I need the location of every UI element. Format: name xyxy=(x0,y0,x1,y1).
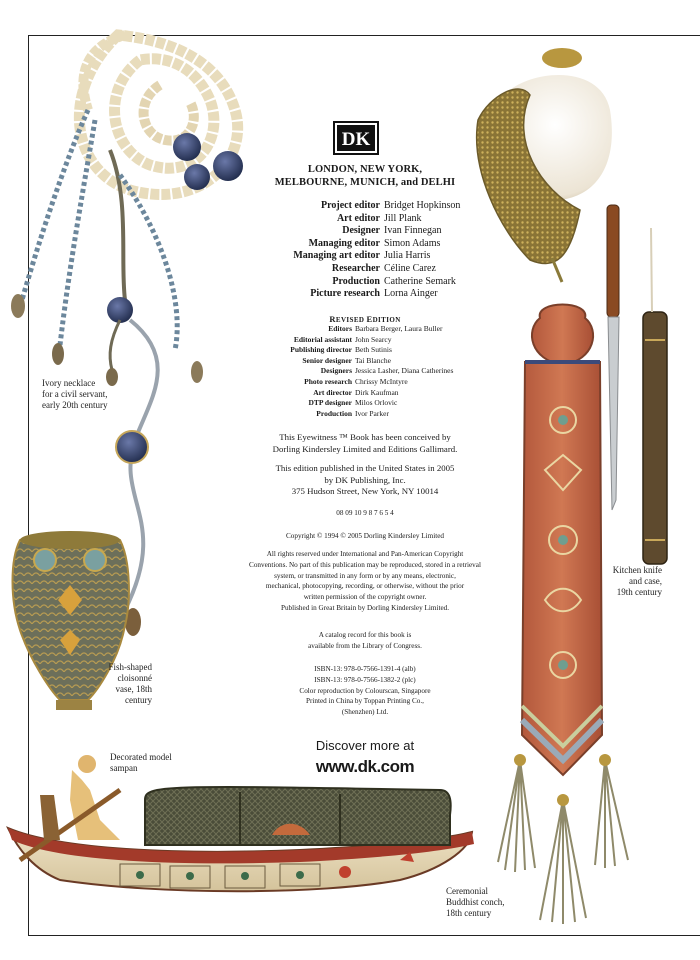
rights-paragraph xyxy=(220,549,510,614)
caption-line: Kitchen knife xyxy=(612,565,662,575)
credit-name: Dirk Kaufman xyxy=(355,387,399,397)
dk-logo xyxy=(333,121,379,155)
caption-line: sampan xyxy=(110,763,138,773)
caption-line: century xyxy=(125,695,152,705)
credit-name: Céline Carez xyxy=(384,262,436,274)
conch-caption xyxy=(446,886,505,919)
credit-role: Production xyxy=(316,408,352,418)
credit-row xyxy=(234,377,496,388)
credit-name: Bridget Hopkinson xyxy=(384,200,461,211)
credit-role: Researcher xyxy=(331,262,380,274)
cities-line: LONDON, NEW YORK, xyxy=(307,164,423,175)
heading-initial: R xyxy=(329,314,336,324)
caption-line: early 20th century xyxy=(42,400,108,410)
text-line: Dorling Kindersley Limited and Editions Gallimard. xyxy=(272,443,458,454)
discover-text: Discover more at xyxy=(315,738,415,753)
sampan-caption xyxy=(110,752,172,774)
heading-initial: E xyxy=(366,314,373,324)
credit-role: Designers xyxy=(320,366,352,376)
vase-caption xyxy=(100,662,152,706)
edition-paragraph xyxy=(234,463,496,498)
conceived-paragraph xyxy=(234,432,496,455)
text-line: Conventions. No part of this publication may be reproduced, stored in a retrieval xyxy=(249,560,481,569)
caption-line: 19th century xyxy=(616,587,662,597)
text-line: mechanical, photocopying, recording, or otherwise, without the prior xyxy=(265,582,465,591)
caption-line: cloisonné xyxy=(117,673,152,683)
credit-name: John Searcy xyxy=(355,334,392,344)
credit-name: Tai Blanche xyxy=(355,355,391,365)
text-line: This Eyewitness ™ Book has been conceived by xyxy=(279,432,451,442)
credit-row xyxy=(234,276,496,289)
credit-row xyxy=(234,398,496,409)
credit-name: Beth Sutinis xyxy=(355,345,392,355)
necklace-caption xyxy=(42,378,107,411)
heading-rest: DITION xyxy=(372,316,401,324)
caption-line: for a civil servant, xyxy=(42,389,108,399)
credit-row xyxy=(234,345,496,356)
credit-row xyxy=(234,356,496,367)
publisher-cities xyxy=(234,163,496,189)
buddhist-conch-image xyxy=(477,48,628,924)
text-line: Color reproduction by Colourscan, Singapore xyxy=(299,686,431,695)
caption-line: and case, xyxy=(629,576,662,586)
credit-name: Julia Harris xyxy=(384,250,431,262)
logo-text: DK xyxy=(341,129,371,150)
credit-row xyxy=(234,324,496,335)
credit-name: Milos Orlovic xyxy=(355,398,398,408)
copyright-line: Copyright © 1994 © 2005 Dorling Kindersley Limited xyxy=(285,532,445,540)
credit-role: Senior designer xyxy=(302,355,352,365)
credit-role: Photo research xyxy=(304,376,352,386)
credit-name: Jessica Lasher, Diana Catherines xyxy=(355,366,454,376)
print-run: 08 09 10 9 8 7 6 5 4 xyxy=(336,509,394,517)
credit-name: Lorna Ainger xyxy=(384,288,438,300)
credit-role: Managing art editor xyxy=(293,250,380,262)
text-line: system, or transmitted in any form or by any means, electronic, xyxy=(274,571,456,580)
credit-row xyxy=(234,388,496,399)
credits-list xyxy=(234,200,496,301)
credit-role: Publishing director xyxy=(290,345,352,355)
credit-role: Art director xyxy=(313,387,352,397)
website-link[interactable]: www.dk.com xyxy=(315,757,415,776)
text-line: by DK Publishing, Inc. xyxy=(324,474,406,485)
caption-line: Ceremonial xyxy=(446,886,488,896)
credit-name: Barbara Berger, Laura Buller xyxy=(355,324,443,333)
credit-row xyxy=(234,263,496,276)
text-line: All rights reserved under International and Pan-American Copyright xyxy=(266,550,464,558)
credit-name: Jill Plank xyxy=(384,212,422,224)
credit-role: Production xyxy=(332,275,380,287)
caption-line: Ivory necklace xyxy=(42,378,96,388)
credit-name: Simon Adams xyxy=(384,237,441,249)
text-line: ISBN-13: 978-0-7566-1382-2 (plc) xyxy=(314,675,416,684)
text-line: 375 Hudson Street, New York, NY 10014 xyxy=(291,486,439,497)
credit-role: DTP designer xyxy=(308,398,352,408)
credit-role: Editors xyxy=(328,324,352,333)
revised-credits-list xyxy=(234,324,496,419)
cities-line: MELBOURNE, MUNICH, and DELHI xyxy=(274,177,456,188)
revised-edition-heading xyxy=(234,314,496,324)
text-line: A catalog record for this book is xyxy=(318,631,412,639)
caption-line: Buddhist conch, xyxy=(446,897,505,907)
credit-name: Chrissy McIntyre xyxy=(355,376,408,386)
credit-row xyxy=(234,409,496,420)
heading-rest: EVISED xyxy=(335,316,365,324)
credit-row xyxy=(234,250,496,263)
catalog-paragraph xyxy=(234,630,496,652)
text-line: ISBN-13: 978-0-7566-1391-4 (alb) xyxy=(314,665,416,673)
text-line: (Shenzhen) Ltd. xyxy=(341,708,389,717)
caption-line: Decorated model xyxy=(110,752,172,762)
text-line: Published in Great Britain by Dorling Kindersley Limited. xyxy=(280,603,450,612)
credit-role: Art editor xyxy=(336,212,380,224)
isbn-paragraph xyxy=(234,664,496,718)
text-line: available from the Library of Congress. xyxy=(308,641,422,650)
text-line: Printed in China by Toppan Printing Co., xyxy=(306,697,424,706)
kitchen-knife-image xyxy=(607,205,667,564)
credit-name: Ivan Finnegan xyxy=(384,225,442,237)
credit-row xyxy=(234,288,496,301)
credit-name: Ivor Parker xyxy=(355,408,389,418)
credit-role: Designer xyxy=(342,225,380,237)
credit-role: Editorial assistant xyxy=(293,334,352,344)
text-line: written permission of the copyright owner. xyxy=(303,593,427,602)
credit-role: Managing editor xyxy=(308,237,380,249)
credit-row xyxy=(234,366,496,377)
credit-row xyxy=(234,335,496,346)
caption-line: Fish-shaped xyxy=(108,662,152,672)
credit-role: Picture research xyxy=(310,288,380,300)
credit-row xyxy=(234,200,496,213)
credit-name: Catherine Semark xyxy=(384,275,456,287)
credit-row xyxy=(234,213,496,226)
text-line: This edition published in the United States in 2005 xyxy=(275,463,455,473)
caption-line: vase, 18th xyxy=(115,684,152,694)
caption-line: 18th century xyxy=(446,908,492,918)
credit-role: Project editor xyxy=(321,200,380,211)
credit-row xyxy=(234,225,496,238)
credit-row xyxy=(234,238,496,251)
knife-caption xyxy=(600,565,662,598)
